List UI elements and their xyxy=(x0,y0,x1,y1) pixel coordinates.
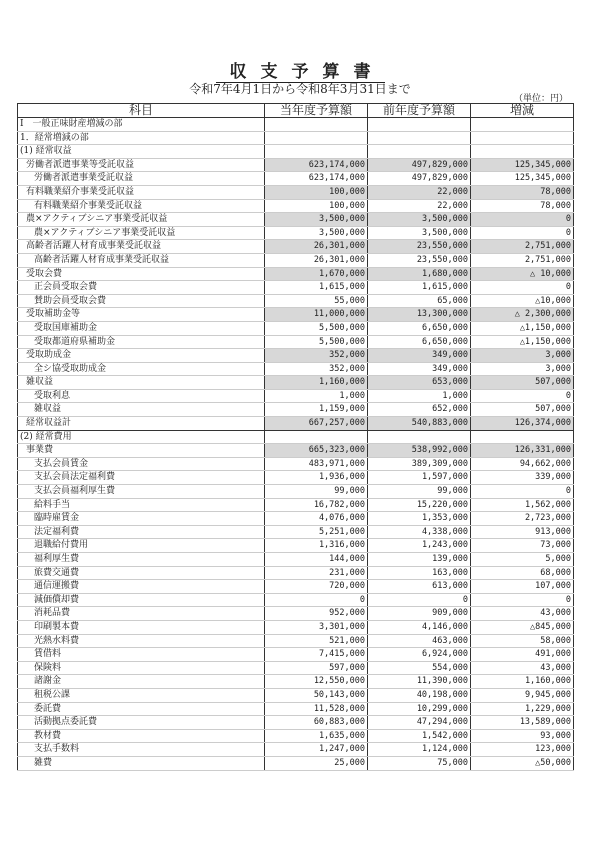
table-row xyxy=(18,281,574,295)
change-cell: 507,000 xyxy=(471,376,574,390)
budget-period: 令和7年4月1日から令和8年3月31日まで xyxy=(189,82,411,96)
change-cell: 2,751,000 xyxy=(471,240,574,254)
previous-budget-cell: 389,309,000 xyxy=(368,457,471,471)
current-budget-cell: 3,301,000 xyxy=(265,620,368,634)
account-cell: 有料職業紹介事業受託収益 xyxy=(18,199,265,213)
previous-budget-cell: 47,294,000 xyxy=(368,716,471,730)
table-row xyxy=(18,634,574,648)
change-cell: △ 2,300,000 xyxy=(471,308,574,322)
previous-budget-cell: 653,000 xyxy=(368,376,471,390)
change-cell: 1,160,000 xyxy=(471,675,574,689)
current-budget-cell xyxy=(265,131,368,145)
account-cell: 減価償却費 xyxy=(18,593,265,607)
account-cell: 支払会員法定福利費 xyxy=(18,471,265,485)
change-cell: 43,000 xyxy=(471,607,574,621)
current-budget-cell: 5,251,000 xyxy=(265,525,368,539)
account-cell: (2) 経常費用 xyxy=(18,430,265,444)
account-cell: 受取国庫補助金 xyxy=(18,321,265,335)
change-cell: 1,562,000 xyxy=(471,498,574,512)
table-row xyxy=(18,267,574,281)
current-budget-cell: 60,883,000 xyxy=(265,716,368,730)
previous-budget-cell: 909,000 xyxy=(368,607,471,621)
current-budget-cell: 11,000,000 xyxy=(265,308,368,322)
table-row xyxy=(18,376,574,390)
table-row xyxy=(18,294,574,308)
current-budget-cell: 100,000 xyxy=(265,185,368,199)
table-row xyxy=(18,729,574,743)
change-cell: △845,000 xyxy=(471,620,574,634)
change-cell: 125,345,000 xyxy=(471,158,574,172)
header-current-budget: 当年度予算額 xyxy=(265,104,368,118)
previous-budget-cell: 6,650,000 xyxy=(368,335,471,349)
table-row xyxy=(18,539,574,553)
current-budget-cell: 1,615,000 xyxy=(265,281,368,295)
account-cell: 労働者派遣事業受託収益 xyxy=(18,172,265,186)
previous-budget-cell: 22,000 xyxy=(368,199,471,213)
previous-budget-cell: 540,883,000 xyxy=(368,417,471,431)
previous-budget-cell xyxy=(368,118,471,132)
change-cell: 0 xyxy=(471,281,574,295)
table-row xyxy=(18,349,574,363)
table-row xyxy=(18,661,574,675)
table-row xyxy=(18,525,574,539)
current-budget-cell: 352,000 xyxy=(265,362,368,376)
table-row xyxy=(18,593,574,607)
table-row xyxy=(18,417,574,431)
change-cell: 0 xyxy=(471,226,574,240)
previous-budget-cell: 613,000 xyxy=(368,580,471,594)
table-row xyxy=(18,131,574,145)
table-row xyxy=(18,580,574,594)
previous-budget-cell: 11,390,000 xyxy=(368,675,471,689)
account-cell: 活動拠点委託費 xyxy=(18,716,265,730)
current-budget-cell: 3,500,000 xyxy=(265,213,368,227)
account-cell: 受取助成金 xyxy=(18,349,265,363)
account-cell: 正会員受取会費 xyxy=(18,281,265,295)
table-row xyxy=(18,145,574,159)
table-row xyxy=(18,240,574,254)
account-cell: 農×アクティブシニア事業受託収益 xyxy=(18,226,265,240)
table-row xyxy=(18,457,574,471)
table-row xyxy=(18,498,574,512)
header-previous-budget: 前年度予算額 xyxy=(368,104,471,118)
change-cell: 126,374,000 xyxy=(471,417,574,431)
change-cell: 93,000 xyxy=(471,729,574,743)
table-row xyxy=(18,471,574,485)
account-cell: 有料職業紹介事業受託収益 xyxy=(18,185,265,199)
table-row xyxy=(18,743,574,757)
account-cell: 受取会費 xyxy=(18,267,265,281)
change-cell: 9,945,000 xyxy=(471,688,574,702)
current-budget-cell: 352,000 xyxy=(265,349,368,363)
table-row xyxy=(18,444,574,458)
account-cell: 受取補助金等 xyxy=(18,308,265,322)
change-cell: 5,000 xyxy=(471,553,574,567)
table-row xyxy=(18,389,574,403)
change-cell: 491,000 xyxy=(471,648,574,662)
account-cell: 高齢者活躍人材育成事業受託収益 xyxy=(18,253,265,267)
previous-budget-cell: 497,829,000 xyxy=(368,172,471,186)
current-budget-cell: 1,247,000 xyxy=(265,743,368,757)
table-row xyxy=(18,716,574,730)
table-row xyxy=(18,566,574,580)
current-budget-cell: 1,316,000 xyxy=(265,539,368,553)
account-cell: 退職給付費用 xyxy=(18,539,265,553)
account-cell: (1) 経常収益 xyxy=(18,145,265,159)
change-cell: △10,000 xyxy=(471,294,574,308)
table-row xyxy=(18,118,574,132)
table-row xyxy=(18,321,574,335)
previous-budget-cell: 6,924,000 xyxy=(368,648,471,662)
account-cell: 印刷製本費 xyxy=(18,620,265,634)
change-cell: 913,000 xyxy=(471,525,574,539)
account-cell: 雑収益 xyxy=(18,376,265,390)
change-cell: 2,751,000 xyxy=(471,253,574,267)
change-cell: 0 xyxy=(471,389,574,403)
change-cell xyxy=(471,145,574,159)
previous-budget-cell: 75,000 xyxy=(368,756,471,770)
current-budget-cell xyxy=(265,118,368,132)
previous-budget-cell: 4,338,000 xyxy=(368,525,471,539)
current-budget-cell: 952,000 xyxy=(265,607,368,621)
table-row xyxy=(18,158,574,172)
previous-budget-cell: 538,992,000 xyxy=(368,444,471,458)
previous-budget-cell: 0 xyxy=(368,593,471,607)
account-cell: 雑収益 xyxy=(18,403,265,417)
change-cell: 73,000 xyxy=(471,539,574,553)
account-cell: 保険料 xyxy=(18,661,265,675)
change-cell: 94,662,000 xyxy=(471,457,574,471)
account-cell: 農×アクティブシニア事業受託収益 xyxy=(18,213,265,227)
change-cell: △1,150,000 xyxy=(471,335,574,349)
account-cell: 教材費 xyxy=(18,729,265,743)
previous-budget-cell: 1,597,000 xyxy=(368,471,471,485)
table-row xyxy=(18,185,574,199)
previous-budget-cell: 652,000 xyxy=(368,403,471,417)
current-budget-cell: 1,635,000 xyxy=(265,729,368,743)
account-cell: 受取都道府県補助金 xyxy=(18,335,265,349)
current-budget-cell: 26,301,000 xyxy=(265,240,368,254)
current-budget-cell: 3,500,000 xyxy=(265,226,368,240)
previous-budget-cell: 1,000 xyxy=(368,389,471,403)
account-cell: 福利厚生費 xyxy=(18,553,265,567)
previous-budget-cell: 349,000 xyxy=(368,349,471,363)
change-cell: △50,000 xyxy=(471,756,574,770)
account-cell: 租税公課 xyxy=(18,688,265,702)
table-row xyxy=(18,430,574,444)
account-cell: 労働者派遣事業等受託収益 xyxy=(18,158,265,172)
current-budget-cell: 623,174,000 xyxy=(265,172,368,186)
previous-budget-cell: 4,146,000 xyxy=(368,620,471,634)
current-budget-cell: 100,000 xyxy=(265,199,368,213)
previous-budget-cell: 1,353,000 xyxy=(368,512,471,526)
table-row xyxy=(18,362,574,376)
current-budget-cell: 1,159,000 xyxy=(265,403,368,417)
account-cell: 法定福利費 xyxy=(18,525,265,539)
change-cell: 1,229,000 xyxy=(471,702,574,716)
account-cell: 委託費 xyxy=(18,702,265,716)
change-cell: 125,345,000 xyxy=(471,172,574,186)
previous-budget-cell: 23,550,000 xyxy=(368,253,471,267)
current-budget-cell: 1,936,000 xyxy=(265,471,368,485)
change-cell: 68,000 xyxy=(471,566,574,580)
change-cell: 78,000 xyxy=(471,199,574,213)
table-row xyxy=(18,485,574,499)
unit-label: （単位：円） xyxy=(513,94,568,104)
previous-budget-cell: 3,500,000 xyxy=(368,213,471,227)
budget-table xyxy=(17,103,574,771)
table-row xyxy=(18,620,574,634)
table-row xyxy=(18,512,574,526)
account-cell: 給料手当 xyxy=(18,498,265,512)
previous-budget-cell: 22,000 xyxy=(368,185,471,199)
previous-budget-cell: 65,000 xyxy=(368,294,471,308)
previous-budget-cell: 1,124,000 xyxy=(368,743,471,757)
current-budget-cell: 521,000 xyxy=(265,634,368,648)
current-budget-cell: 0 xyxy=(265,593,368,607)
table-row xyxy=(18,253,574,267)
document-title: 収支予算書 xyxy=(0,57,600,82)
current-budget-cell: 50,143,000 xyxy=(265,688,368,702)
change-cell: 58,000 xyxy=(471,634,574,648)
account-cell: 支払会員福利厚生費 xyxy=(18,485,265,499)
change-cell: 0 xyxy=(471,485,574,499)
current-budget-cell xyxy=(265,430,368,444)
current-budget-cell: 25,000 xyxy=(265,756,368,770)
table-row xyxy=(18,335,574,349)
account-cell: 消耗品費 xyxy=(18,607,265,621)
account-cell: 臨時雇賃金 xyxy=(18,512,265,526)
table-row xyxy=(18,756,574,770)
table-row xyxy=(18,607,574,621)
current-budget-cell: 483,971,000 xyxy=(265,457,368,471)
previous-budget-cell xyxy=(368,131,471,145)
current-budget-cell: 231,000 xyxy=(265,566,368,580)
table-row xyxy=(18,172,574,186)
previous-budget-cell: 163,000 xyxy=(368,566,471,580)
change-cell: 2,723,000 xyxy=(471,512,574,526)
account-cell: 支払会員賃金 xyxy=(18,457,265,471)
table-row xyxy=(18,308,574,322)
current-budget-cell: 5,500,000 xyxy=(265,321,368,335)
change-cell: 126,331,000 xyxy=(471,444,574,458)
previous-budget-cell: 99,000 xyxy=(368,485,471,499)
previous-budget-cell: 463,000 xyxy=(368,634,471,648)
current-budget-cell: 1,670,000 xyxy=(265,267,368,281)
account-cell: 1．経常増減の部 xyxy=(18,131,265,145)
previous-budget-cell: 6,650,000 xyxy=(368,321,471,335)
current-budget-cell: 1,160,000 xyxy=(265,376,368,390)
current-budget-cell: 5,500,000 xyxy=(265,335,368,349)
table-row xyxy=(18,199,574,213)
change-cell: △ 10,000 xyxy=(471,267,574,281)
current-budget-cell: 26,301,000 xyxy=(265,253,368,267)
change-cell: △1,150,000 xyxy=(471,321,574,335)
header-change: 増減 xyxy=(471,104,574,118)
account-cell: Ⅰ 一般正味財産増減の部 xyxy=(18,118,265,132)
previous-budget-cell xyxy=(368,430,471,444)
table-row xyxy=(18,702,574,716)
account-cell: 諸謝金 xyxy=(18,675,265,689)
table-row xyxy=(18,648,574,662)
previous-budget-cell: 1,615,000 xyxy=(368,281,471,295)
change-cell: 107,000 xyxy=(471,580,574,594)
current-budget-cell: 4,076,000 xyxy=(265,512,368,526)
previous-budget-cell: 3,500,000 xyxy=(368,226,471,240)
account-cell: 事業費 xyxy=(18,444,265,458)
account-cell: 支払手数料 xyxy=(18,743,265,757)
previous-budget-cell: 139,000 xyxy=(368,553,471,567)
current-budget-cell: 55,000 xyxy=(265,294,368,308)
current-budget-cell: 667,257,000 xyxy=(265,417,368,431)
account-cell: 賛助会員受取会費 xyxy=(18,294,265,308)
change-cell: 0 xyxy=(471,593,574,607)
previous-budget-cell: 10,299,000 xyxy=(368,702,471,716)
change-cell xyxy=(471,118,574,132)
change-cell: 0 xyxy=(471,213,574,227)
table-row xyxy=(18,226,574,240)
previous-budget-cell: 40,198,000 xyxy=(368,688,471,702)
change-cell: 3,000 xyxy=(471,362,574,376)
previous-budget-cell: 23,550,000 xyxy=(368,240,471,254)
change-cell xyxy=(471,430,574,444)
previous-budget-cell: 1,542,000 xyxy=(368,729,471,743)
current-budget-cell: 11,528,000 xyxy=(265,702,368,716)
account-cell: 全シ協受取助成金 xyxy=(18,362,265,376)
change-cell xyxy=(471,131,574,145)
table-row xyxy=(18,553,574,567)
change-cell: 43,000 xyxy=(471,661,574,675)
previous-budget-cell: 554,000 xyxy=(368,661,471,675)
table-row xyxy=(18,675,574,689)
account-cell: 雑費 xyxy=(18,756,265,770)
current-budget-cell: 720,000 xyxy=(265,580,368,594)
previous-budget-cell: 15,220,000 xyxy=(368,498,471,512)
header-row xyxy=(18,104,574,118)
change-cell: 3,000 xyxy=(471,349,574,363)
previous-budget-cell: 1,680,000 xyxy=(368,267,471,281)
account-cell: 賃借料 xyxy=(18,648,265,662)
account-cell: 旅費交通費 xyxy=(18,566,265,580)
current-budget-cell: 16,782,000 xyxy=(265,498,368,512)
current-budget-cell: 597,000 xyxy=(265,661,368,675)
change-cell: 13,589,000 xyxy=(471,716,574,730)
current-budget-cell: 665,323,000 xyxy=(265,444,368,458)
account-cell: 光熱水料費 xyxy=(18,634,265,648)
current-budget-cell xyxy=(265,145,368,159)
current-budget-cell: 7,415,000 xyxy=(265,648,368,662)
previous-budget-cell: 349,000 xyxy=(368,362,471,376)
previous-budget-cell xyxy=(368,145,471,159)
previous-budget-cell: 1,243,000 xyxy=(368,539,471,553)
account-cell: 通信運搬費 xyxy=(18,580,265,594)
current-budget-cell: 99,000 xyxy=(265,485,368,499)
change-cell: 123,000 xyxy=(471,743,574,757)
previous-budget-cell: 497,829,000 xyxy=(368,158,471,172)
table-row xyxy=(18,213,574,227)
account-cell: 高齢者活躍人材育成事業受託収益 xyxy=(18,240,265,254)
current-budget-cell: 144,000 xyxy=(265,553,368,567)
header-account: 科目 xyxy=(18,104,265,118)
table-row xyxy=(18,688,574,702)
account-cell: 受取利息 xyxy=(18,389,265,403)
current-budget-cell: 623,174,000 xyxy=(265,158,368,172)
current-budget-cell: 12,550,000 xyxy=(265,675,368,689)
change-cell: 339,000 xyxy=(471,471,574,485)
previous-budget-cell: 13,300,000 xyxy=(368,308,471,322)
account-cell: 経常収益計 xyxy=(18,417,265,431)
current-budget-cell: 1,000 xyxy=(265,389,368,403)
change-cell: 507,000 xyxy=(471,403,574,417)
table-row xyxy=(18,403,574,417)
change-cell: 78,000 xyxy=(471,185,574,199)
